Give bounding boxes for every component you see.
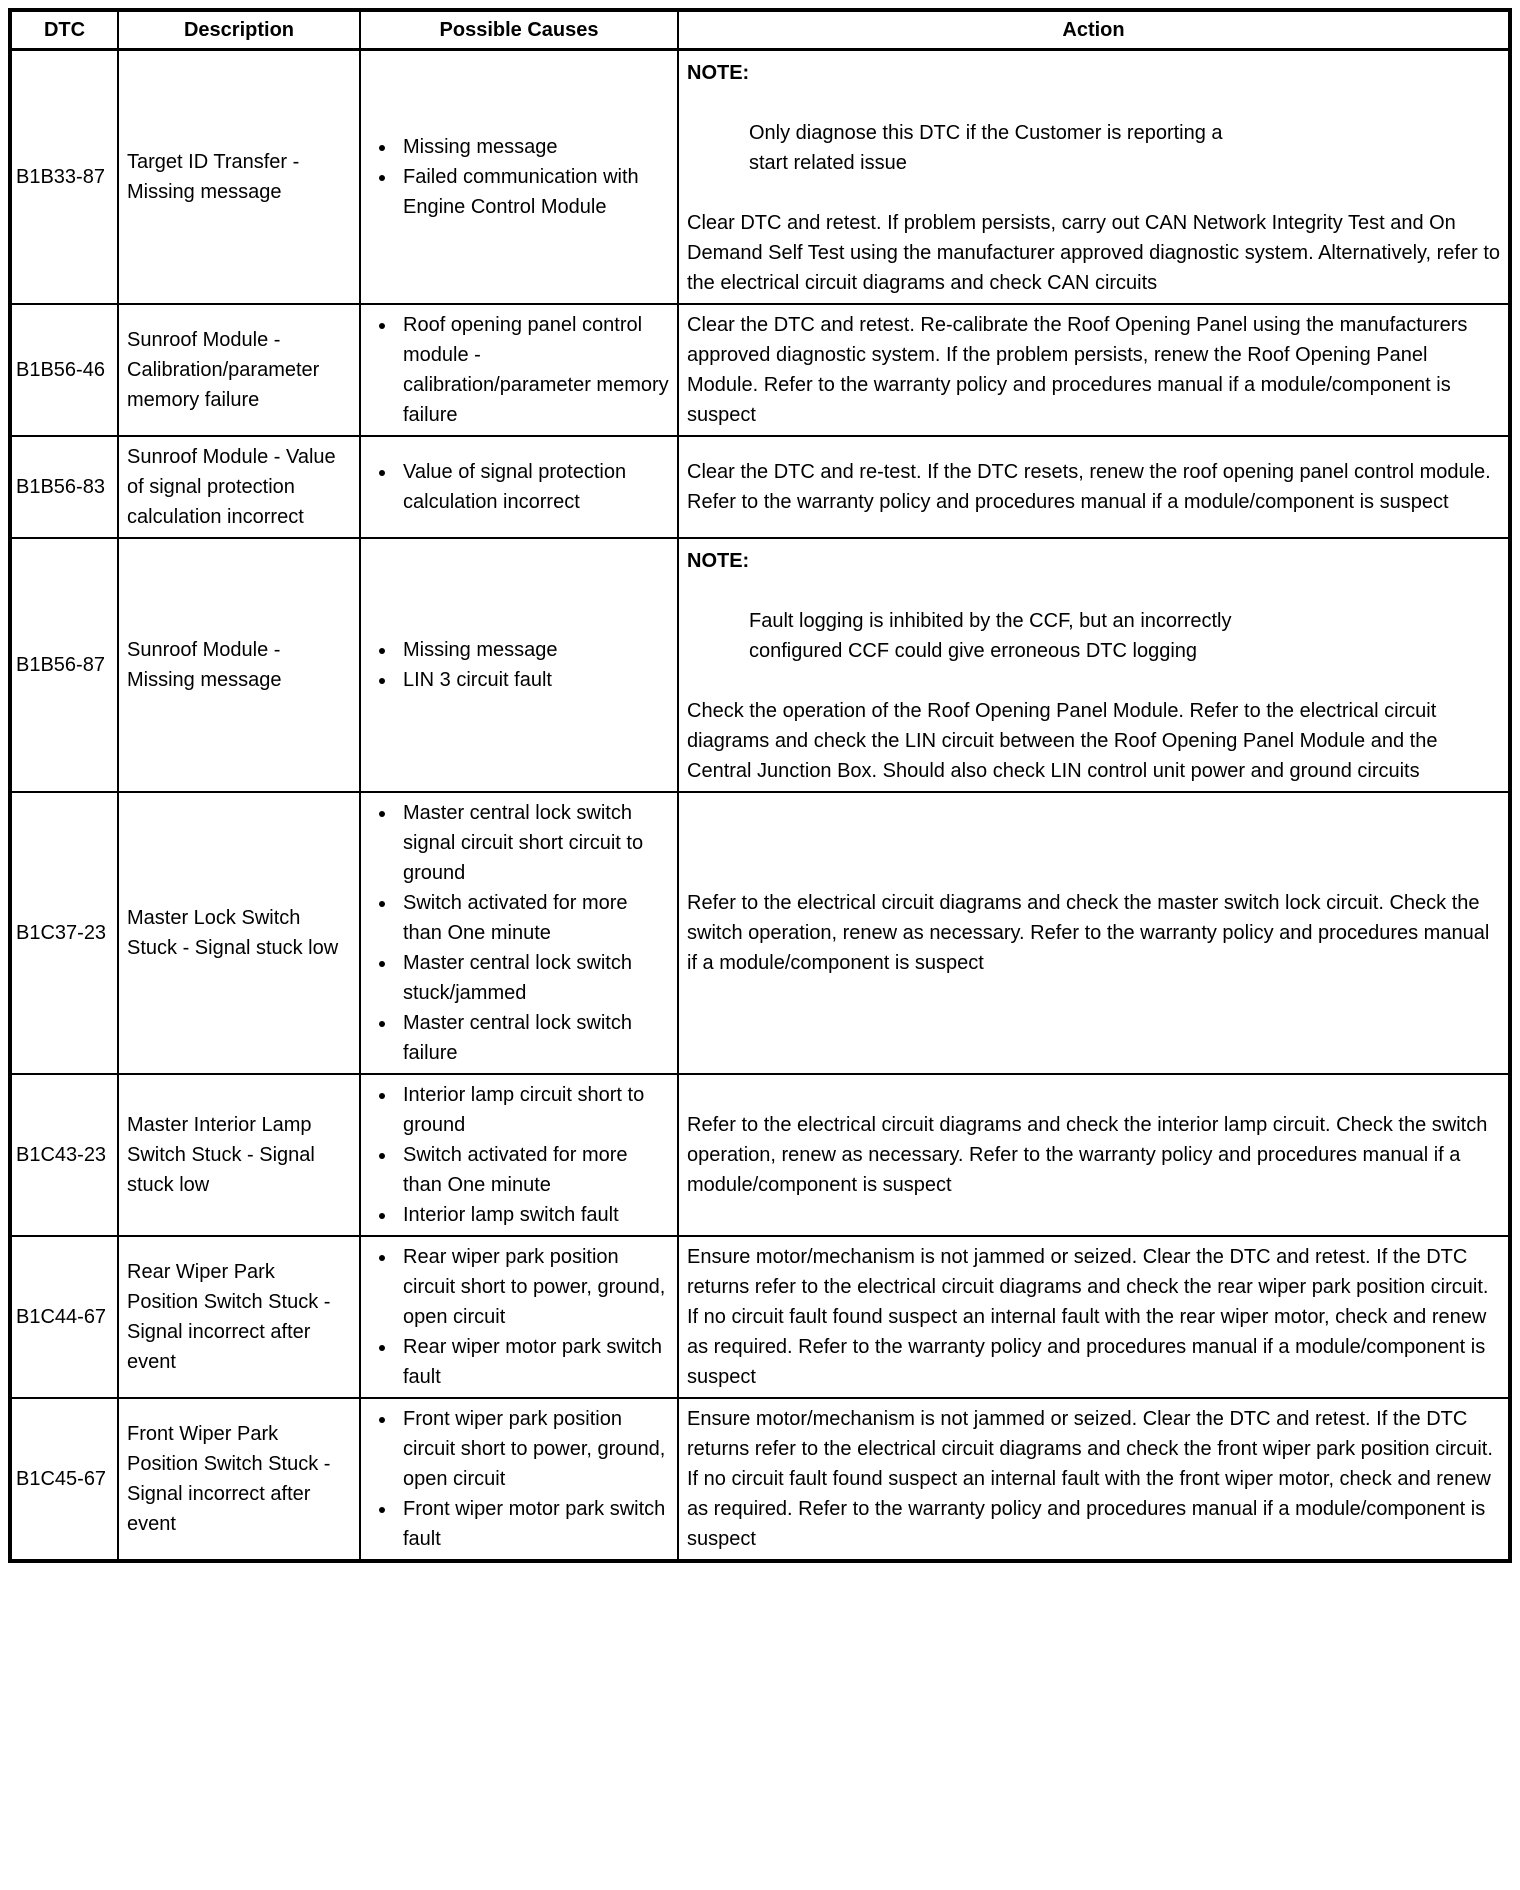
action-text: Refer to the electrical circuit diagrams and check the interior lamp circuit. Check the switch operation, renew as necessary. Refer to the warranty policy and procedures manual if a module/component is suspect <box>687 1114 1488 1196</box>
cause-item: • Failed communication with Engine Control Module <box>397 162 669 222</box>
cause-item: • Master central lock switch failure <box>397 1008 669 1068</box>
dtc-code-cell: B1B56-83 <box>10 436 118 538</box>
action-text: Clear the DTC and retest. Re-calibrate the Roof Opening Panel using the manufacturers approved diagnostic system. If the problem persists, renew the Roof Opening Panel Module. Refer to the warranty policy and procedures manual if a module/component is suspect <box>687 314 1468 426</box>
description-cell: Master Lock Switch Stuck - Signal stuck low <box>118 792 360 1074</box>
possible-causes-cell <box>360 1236 678 1398</box>
action-text: Ensure motor/mechanism is not jammed or seized. Clear the DTC and retest. If the DTC returns refer to the electrical circuit diagrams and check the front wiper park position circuit. If no circuit fault found suspect an internal fault with the front wiper motor, check and renew as required. Refer to the warranty policy and procedures manual if a module/component is suspect <box>687 1408 1493 1550</box>
cause-item: • Rear wiper park position circuit short to power, ground, open circuit <box>397 1242 669 1332</box>
possible-causes-cell <box>360 304 678 436</box>
cause-item: • Missing message <box>397 635 669 665</box>
possible-causes-cell <box>360 792 678 1074</box>
dtc-code-cell: B1C44-67 <box>10 1236 118 1398</box>
description-cell: Rear Wiper Park Position Switch Stuck - Signal incorrect after event <box>118 1236 360 1398</box>
dtc-code-cell: B1C37-23 <box>10 792 118 1074</box>
header-row <box>10 10 1510 50</box>
causes-list <box>369 635 669 695</box>
action-cell <box>678 1074 1510 1236</box>
causes-list <box>369 1404 669 1554</box>
action-cell <box>678 1398 1510 1561</box>
column-header-description: Description <box>118 10 360 50</box>
action-cell <box>678 50 1510 305</box>
cause-item: • Master central lock switch stuck/jammed <box>397 948 669 1008</box>
cause-item: • Interior lamp switch fault <box>397 1200 669 1230</box>
cause-item: • Front wiper motor park switch fault <box>397 1494 669 1554</box>
dtc-code-cell: B1C43-23 <box>10 1074 118 1236</box>
causes-list <box>369 457 669 517</box>
table-row <box>10 538 1510 792</box>
description-cell: Front Wiper Park Position Switch Stuck - Signal incorrect after event <box>118 1398 360 1561</box>
cause-item: • Missing message <box>397 132 669 162</box>
table-body <box>10 50 1510 1562</box>
note-label: NOTE: <box>687 550 750 572</box>
description-cell: Sunroof Module - Value of signal protection calculation incorrect <box>118 436 360 538</box>
action-cell <box>678 1236 1510 1398</box>
note-text: Fault logging is inhibited by the CCF, but an incorrectly configured CCF could give erroneous DTC logging <box>749 610 1232 662</box>
note-text: Only diagnose this DTC if the Customer is reporting a start related issue <box>749 122 1223 174</box>
action-text: Ensure motor/mechanism is not jammed or seized. Clear the DTC and retest. If the DTC returns refer to the electrical circuit diagrams and check the rear wiper park position circuit. If no circuit fault found suspect an internal fault with the rear wiper motor, check and renew as required. Refer to the warranty policy and procedures manual if a module/component is suspect <box>687 1246 1489 1388</box>
column-header-action: Action <box>678 10 1510 50</box>
dtc-code-cell: B1B33-87 <box>10 50 118 305</box>
action-text: Check the operation of the Roof Opening Panel Module. Refer to the electrical circuit diagrams and check the LIN circuit between the Roof Opening Panel Module and the Central Junction Box. Should also check LIN control unit power and ground circuits <box>687 700 1438 782</box>
cause-item: • Master central lock switch signal circuit short circuit to ground <box>397 798 669 888</box>
action-text: Clear the DTC and re-test. If the DTC resets, renew the roof opening panel control module. Refer to the warranty policy and procedures manual if a module/component is suspect <box>687 461 1491 513</box>
description-cell: Sunroof Module - Calibration/parameter memory failure <box>118 304 360 436</box>
causes-list <box>369 798 669 1068</box>
column-header-possible-causes: Possible Causes <box>360 10 678 50</box>
description-cell: Target ID Transfer - Missing message <box>118 50 360 305</box>
cause-item: • Value of signal protection calculation incorrect <box>397 457 669 517</box>
causes-list <box>369 1080 669 1230</box>
possible-causes-cell <box>360 1398 678 1561</box>
description-cell: Master Interior Lamp Switch Stuck - Signal stuck low <box>118 1074 360 1236</box>
possible-causes-cell <box>360 436 678 538</box>
table-row <box>10 304 1510 436</box>
cause-item: • Interior lamp circuit short to ground <box>397 1080 669 1140</box>
action-cell <box>678 304 1510 436</box>
action-cell <box>678 436 1510 538</box>
table-row <box>10 1074 1510 1236</box>
action-cell <box>678 792 1510 1074</box>
description-cell: Sunroof Module - Missing message <box>118 538 360 792</box>
causes-list <box>369 310 669 430</box>
cause-item: • Switch activated for more than One minute <box>397 888 669 948</box>
action-cell <box>678 538 1510 792</box>
cause-item: • Front wiper park position circuit short to power, ground, open circuit <box>397 1404 669 1494</box>
action-text: Clear DTC and retest. If problem persists, carry out CAN Network Integrity Test and On Demand Self Test using the manufacturer approved diagnostic system. Alternatively, refer to the electrical circuit diagrams and check CAN circuits <box>687 212 1501 294</box>
table-row <box>10 50 1510 305</box>
table-row <box>10 1236 1510 1398</box>
table-row <box>10 1398 1510 1561</box>
causes-list <box>369 132 669 222</box>
cause-item: • LIN 3 circuit fault <box>397 665 669 695</box>
cause-item: • Rear wiper motor park switch fault <box>397 1332 669 1392</box>
causes-list <box>369 1242 669 1392</box>
table-row <box>10 792 1510 1074</box>
dtc-table <box>8 8 1512 1563</box>
action-text: Refer to the electrical circuit diagrams and check the master switch lock circuit. Check the switch operation, renew as necessary. Refer to the warranty policy and procedures manual if a module/component is suspect <box>687 892 1490 974</box>
dtc-code-cell: B1B56-46 <box>10 304 118 436</box>
column-header-dtc: DTC <box>10 10 118 50</box>
possible-causes-cell <box>360 538 678 792</box>
note-label: NOTE: <box>687 62 750 84</box>
cause-item: • Roof opening panel control module - calibration/parameter memory failure <box>397 310 669 430</box>
table-row <box>10 436 1510 538</box>
possible-causes-cell <box>360 1074 678 1236</box>
cause-item: • Switch activated for more than One minute <box>397 1140 669 1200</box>
dtc-code-cell: B1B56-87 <box>10 538 118 792</box>
dtc-code-cell: B1C45-67 <box>10 1398 118 1561</box>
possible-causes-cell <box>360 50 678 305</box>
